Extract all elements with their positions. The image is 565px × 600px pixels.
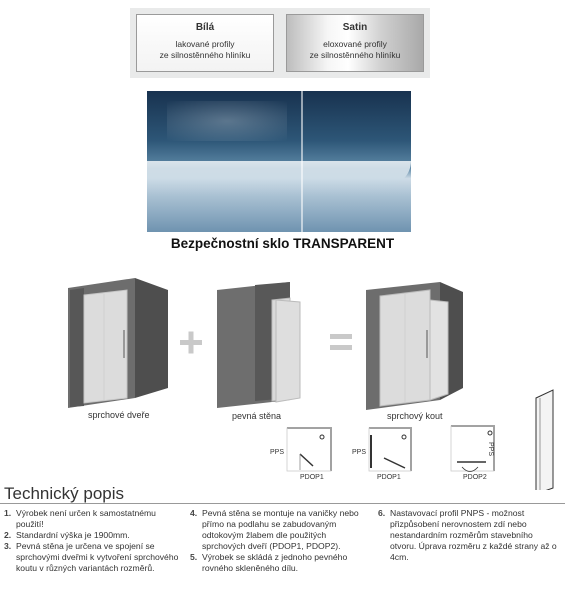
swatch-line: ze silnostěnného hliníku bbox=[309, 50, 401, 60]
note-item: 3. Pevná stěna je určena ve spojení se sprchovými dveřmi k vytvoření sprchového koutu v různých variantách rozměrů. bbox=[4, 541, 179, 573]
plan1-pdop1-label: PDOP1 bbox=[300, 474, 324, 481]
notes-column-1 bbox=[4, 508, 182, 574]
notes-column-2 bbox=[190, 508, 368, 574]
label-corner: sprchový kout bbox=[387, 411, 443, 421]
swatch-title: Bílá bbox=[195, 22, 215, 33]
equals-sign bbox=[330, 334, 352, 350]
glass-caption: Bezpečnostní sklo TRANSPARENT bbox=[170, 236, 395, 251]
drawings-svg bbox=[0, 270, 565, 490]
note-item: 4. Pevná stěna se montuje na vaničky nebo přímo na podlahu se zabudovaným odtokovým žlabem dle použitých sprchových dveří (PDOP1, PDOP2). bbox=[190, 508, 359, 551]
note-item: 6. Nastavovací profil PNPS - možnost přizpůsobení nerovnostem zdí nebo nestandardním rozměrům stavebního otvoru. Úprava rozměru z každé strany až o 4cm. bbox=[378, 508, 557, 562]
glass-edge bbox=[301, 91, 303, 232]
notes-column-3 bbox=[378, 508, 560, 563]
product-drawings bbox=[0, 270, 565, 490]
wall-illustration bbox=[217, 282, 300, 408]
note-item: 5. Výrobek se skládá z jednoho pevného rovného skleněného dílu. bbox=[190, 552, 348, 573]
plan3-pdop2-label: PDOP2 bbox=[463, 474, 487, 481]
swatch-satin bbox=[286, 14, 424, 72]
door-illustration bbox=[68, 278, 168, 408]
finish-swatch-bar bbox=[130, 8, 430, 78]
swatch-line: eloxované profily bbox=[323, 39, 387, 49]
label-door: sprchové dveře bbox=[88, 410, 150, 420]
plan-diagram-1 bbox=[287, 428, 331, 471]
swatch-line: ze silnostěnného hliníku bbox=[159, 50, 251, 60]
plan2-pdop1-label: PDOP1 bbox=[377, 474, 401, 481]
note-item: 1. Výrobek není určen k samostatnému použití! bbox=[4, 508, 156, 529]
plan1-pps-label: PPS bbox=[270, 449, 285, 456]
swatch-white bbox=[136, 14, 274, 72]
plan2-pps-label: PPS bbox=[352, 449, 367, 456]
section-title: Technický popis bbox=[4, 484, 125, 503]
swatch-title: Satin bbox=[342, 22, 368, 33]
plus-sign bbox=[180, 332, 202, 354]
plan-diagram-2 bbox=[369, 428, 411, 471]
swatch-line: lakované profily bbox=[175, 39, 235, 49]
bathtub-shape bbox=[147, 161, 411, 186]
note-item: 2. Standardní výška je 1900mm. bbox=[4, 530, 130, 540]
plan3-pps-label: PPS bbox=[487, 442, 494, 457]
glass-photo bbox=[147, 91, 411, 232]
corner-illustration bbox=[366, 282, 463, 410]
side-elevation bbox=[536, 390, 553, 490]
divider bbox=[0, 503, 565, 504]
label-wall: pevná stěna bbox=[232, 411, 282, 421]
photo-glare bbox=[167, 101, 287, 141]
